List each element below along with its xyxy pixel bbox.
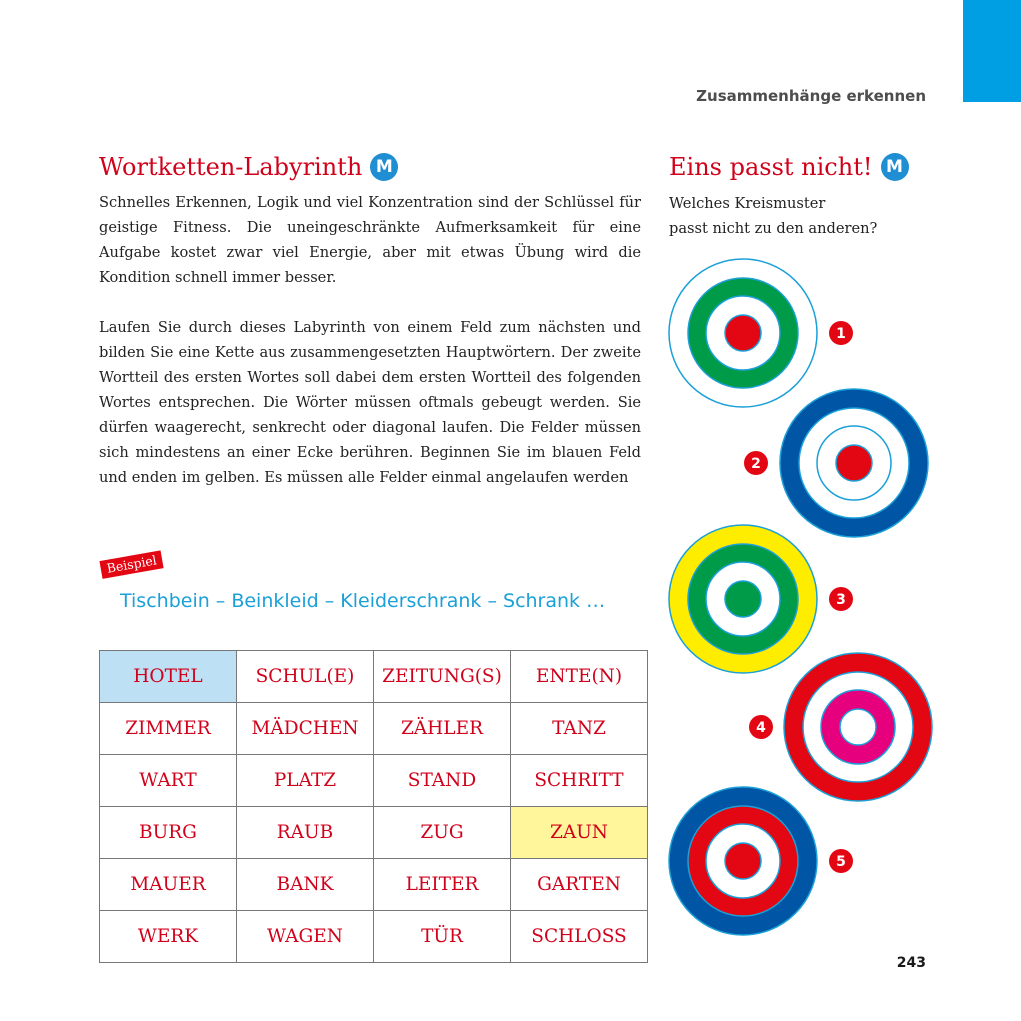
example-chain: Tischbein – Beinkleid – Kleiderschrank – Schrank … bbox=[120, 590, 606, 612]
grid-cell: ZIMMER bbox=[100, 703, 237, 755]
intro-paragraph: Schnelles Erkennen, Logik und viel Konzentration sind der Schlüssel für geistige Fitness. Die uneingeschränkte Aufmerksamkeit für eine Aufgabe kostet zwar viel Energie, aber mit etwas Übung wird die Kondition schnell immer besser. bbox=[99, 194, 641, 286]
grid-cell: MÄDCHEN bbox=[237, 703, 374, 755]
puzzle-title-text: Eins passt nicht! bbox=[669, 153, 873, 181]
grid-cell: LEITER bbox=[374, 859, 511, 911]
grid-cell-start: HOTEL bbox=[100, 651, 237, 703]
pattern-number-label: 1 bbox=[836, 326, 846, 342]
ring-3 bbox=[725, 843, 761, 879]
grid-cell: WART bbox=[100, 755, 237, 807]
circle-pattern-3 bbox=[669, 525, 817, 673]
grid-cell: BANK bbox=[237, 859, 374, 911]
grid-cell: BURG bbox=[100, 807, 237, 859]
instructions-paragraph: Laufen Sie durch dieses Labyrinth von einem Feld zum nächsten und bilden Sie eine Kette aus zusammengesetzten Hauptwörtern. Der zweite Wortteil des ersten Wortes soll dabei dem ersten Wortteil des folgenden Wortes entsprechen. Die Wörter müssen oftmals gebeugt werden. Sie dürfen waagerecht, senkrecht oder diagonal laufen. Die Felder müssen sich mindestens an einer Ecke berühren. Beginnen Sie im blauen Feld und enden im gelben. Es müssen alle Felder einmal angelaufen werden bbox=[99, 319, 641, 486]
grid-cell: WAGEN bbox=[237, 911, 374, 963]
grid-cell: STAND bbox=[374, 755, 511, 807]
difficulty-badge: M bbox=[881, 153, 909, 181]
grid-cell: SCHLOSS bbox=[511, 911, 648, 963]
grid-cell: SCHUL(E) bbox=[237, 651, 374, 703]
pattern-number-label: 5 bbox=[836, 854, 846, 870]
section-header: Zusammenhänge erkennen bbox=[696, 87, 926, 105]
grid-cell: PLATZ bbox=[237, 755, 374, 807]
grid-cell: WERK bbox=[100, 911, 237, 963]
question-line-1: Welches Kreismuster bbox=[669, 195, 826, 212]
grid-cell: ZEITUNG(S) bbox=[374, 651, 511, 703]
ring-3 bbox=[840, 709, 876, 745]
grid-cell: TANZ bbox=[511, 703, 648, 755]
pattern-number-label: 3 bbox=[836, 592, 846, 608]
grid-cell-end: ZAUN bbox=[511, 807, 648, 859]
ring-3 bbox=[725, 315, 761, 351]
grid-cell: GARTEN bbox=[511, 859, 648, 911]
grid-cell: ZÄHLER bbox=[374, 703, 511, 755]
grid-cell: SCHRITT bbox=[511, 755, 648, 807]
page-number: 243 bbox=[896, 955, 926, 971]
difficulty-badge: M bbox=[370, 153, 398, 181]
circle-pattern-4 bbox=[784, 653, 932, 801]
grid-cell: RAUB bbox=[237, 807, 374, 859]
pattern-number-label: 2 bbox=[751, 456, 761, 472]
ring-3 bbox=[725, 581, 761, 617]
example-label: Beispiel bbox=[99, 550, 164, 579]
circle-pattern-5 bbox=[669, 787, 817, 935]
grid-cell: TÜR bbox=[374, 911, 511, 963]
pattern-number-label: 4 bbox=[756, 720, 766, 736]
grid-cell: ZUG bbox=[374, 807, 511, 859]
grid-cell: MAUER bbox=[100, 859, 237, 911]
circle-pattern-2 bbox=[780, 389, 928, 537]
question-line-2: passt nicht zu den anderen? bbox=[669, 220, 878, 237]
puzzle-title-text: Wortketten-Labyrinth bbox=[99, 153, 363, 181]
grid-cell: ENTE(N) bbox=[511, 651, 648, 703]
ring-3 bbox=[836, 445, 872, 481]
circle-pattern-1 bbox=[669, 259, 817, 407]
